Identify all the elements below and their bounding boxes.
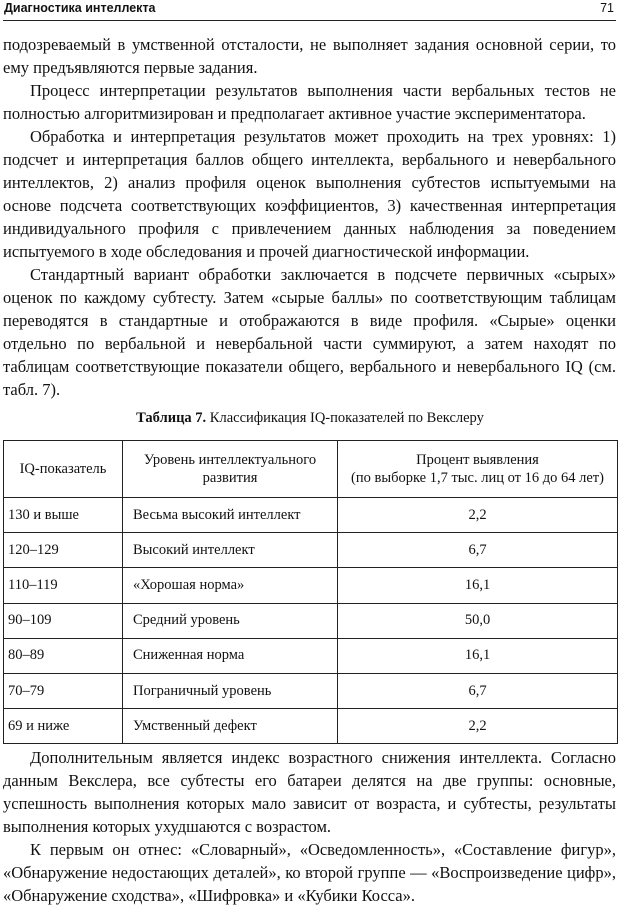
iq-range-cell: 120–129 bbox=[4, 533, 123, 568]
paragraph: Обработка и интерпретация результатов может проходить на трех уровнях: 1) подсчет и интерпретация баллов общего интеллекта, вербального и невербального интеллектов, 2) анализ профиля оценок выполнения субтестов испытуемыми на основе подсчета соответствующих коэффициентов, 3) качественная интерпретация индивидуального профиля с привлечением данных наблюдения за поведением испытуемого в ходе обследования и прочей диагностической информации. bbox=[3, 127, 616, 261]
table-row bbox=[4, 568, 618, 603]
paragraph: Процесс интерпретации результатов выполнения части вербальных тестов не полностью алгоритмизирован и предполагает активное участие экспериментатора. bbox=[3, 81, 616, 123]
percent-cell: 16,1 bbox=[338, 568, 618, 603]
paragraph: Стандартный вариант обработки заключается в подсчете первичных «сырых» оценок по каждому субтесту. Затем «сырые баллы» по соответствующим таблицам переводятся в стандартные и отображаются в виде профиля. «Сырые» оценки отдельно по вербальной и невербальной части суммируют, а затем находят по таблицам соответствующие показатели общего, вербального и невербального IQ (см. табл. 7). bbox=[3, 265, 616, 399]
level-cell: «Хорошая норма» bbox=[123, 568, 338, 603]
percent-cell: 2,2 bbox=[338, 709, 618, 744]
iq-range-cell: 110–119 bbox=[4, 568, 123, 603]
level-cell: Средний уровень bbox=[123, 603, 338, 638]
paragraph-continuation: подозреваемый в умственной отсталости, не выполняет задания основной серии, то ему предъявляются первые задания. bbox=[3, 35, 616, 77]
iq-classification-table bbox=[3, 440, 618, 744]
iq-range-cell: 70–79 bbox=[4, 673, 123, 708]
table-caption-text: Классификация IQ-показателей по Векслеру bbox=[206, 410, 484, 426]
header-title: Диагностика интеллекта bbox=[4, 1, 156, 15]
body-text-bottom bbox=[3, 746, 616, 907]
iq-range-cell: 130 и выше bbox=[4, 498, 123, 533]
level-cell: Высокий интеллект bbox=[123, 533, 338, 568]
table-row bbox=[4, 638, 618, 673]
iq-range-cell: 69 и ниже bbox=[4, 709, 123, 744]
header-iq: IQ-показатель bbox=[4, 441, 123, 498]
header-level: Уровень интеллектуального развития bbox=[123, 441, 338, 498]
header-percent: Процент выявления (по выборке 1,7 тыс. лиц от 16 до 64 лет) bbox=[338, 441, 618, 498]
percent-cell: 6,7 bbox=[338, 673, 618, 708]
percent-cell: 6,7 bbox=[338, 533, 618, 568]
page-number: 71 bbox=[600, 1, 614, 15]
level-cell: Пограничный уровень bbox=[123, 673, 338, 708]
level-cell: Умственный дефект bbox=[123, 709, 338, 744]
table-row bbox=[4, 709, 618, 744]
level-cell: Весьма высокий интеллект bbox=[123, 498, 338, 533]
paragraph: К первым он отнес: «Словарный», «Осведомленность», «Составление фигур», «Обнаружение недостающих деталей», ко второй группе — «Воспроизведение цифр», «Обнаружение сходства», «Шифровка» и «Кубики Косса». bbox=[3, 840, 616, 905]
iq-range-cell: 80–89 bbox=[4, 638, 123, 673]
iq-range-cell: 90–109 bbox=[4, 603, 123, 638]
table-caption bbox=[0, 410, 620, 427]
table-row bbox=[4, 498, 618, 533]
percent-cell: 50,0 bbox=[338, 603, 618, 638]
table-row bbox=[4, 603, 618, 638]
percent-cell: 16,1 bbox=[338, 638, 618, 673]
table-row bbox=[4, 533, 618, 568]
table-caption-label: Таблица 7. bbox=[136, 410, 207, 426]
running-header bbox=[3, 0, 616, 21]
level-cell: Сниженная норма bbox=[123, 638, 338, 673]
body-text-top bbox=[3, 33, 616, 401]
paragraph: Дополнительным является индекс возрастного снижения интеллекта. Согласно данным Векслера, все субтесты его батареи делятся на две группы: основные, успешность выполнения которых мало зависит от возраста, и субтесты, результаты выполнения которых ухудшаются с возрастом. bbox=[3, 748, 616, 836]
table-header-row bbox=[4, 441, 618, 498]
percent-cell: 2,2 bbox=[338, 498, 618, 533]
table-row bbox=[4, 673, 618, 708]
